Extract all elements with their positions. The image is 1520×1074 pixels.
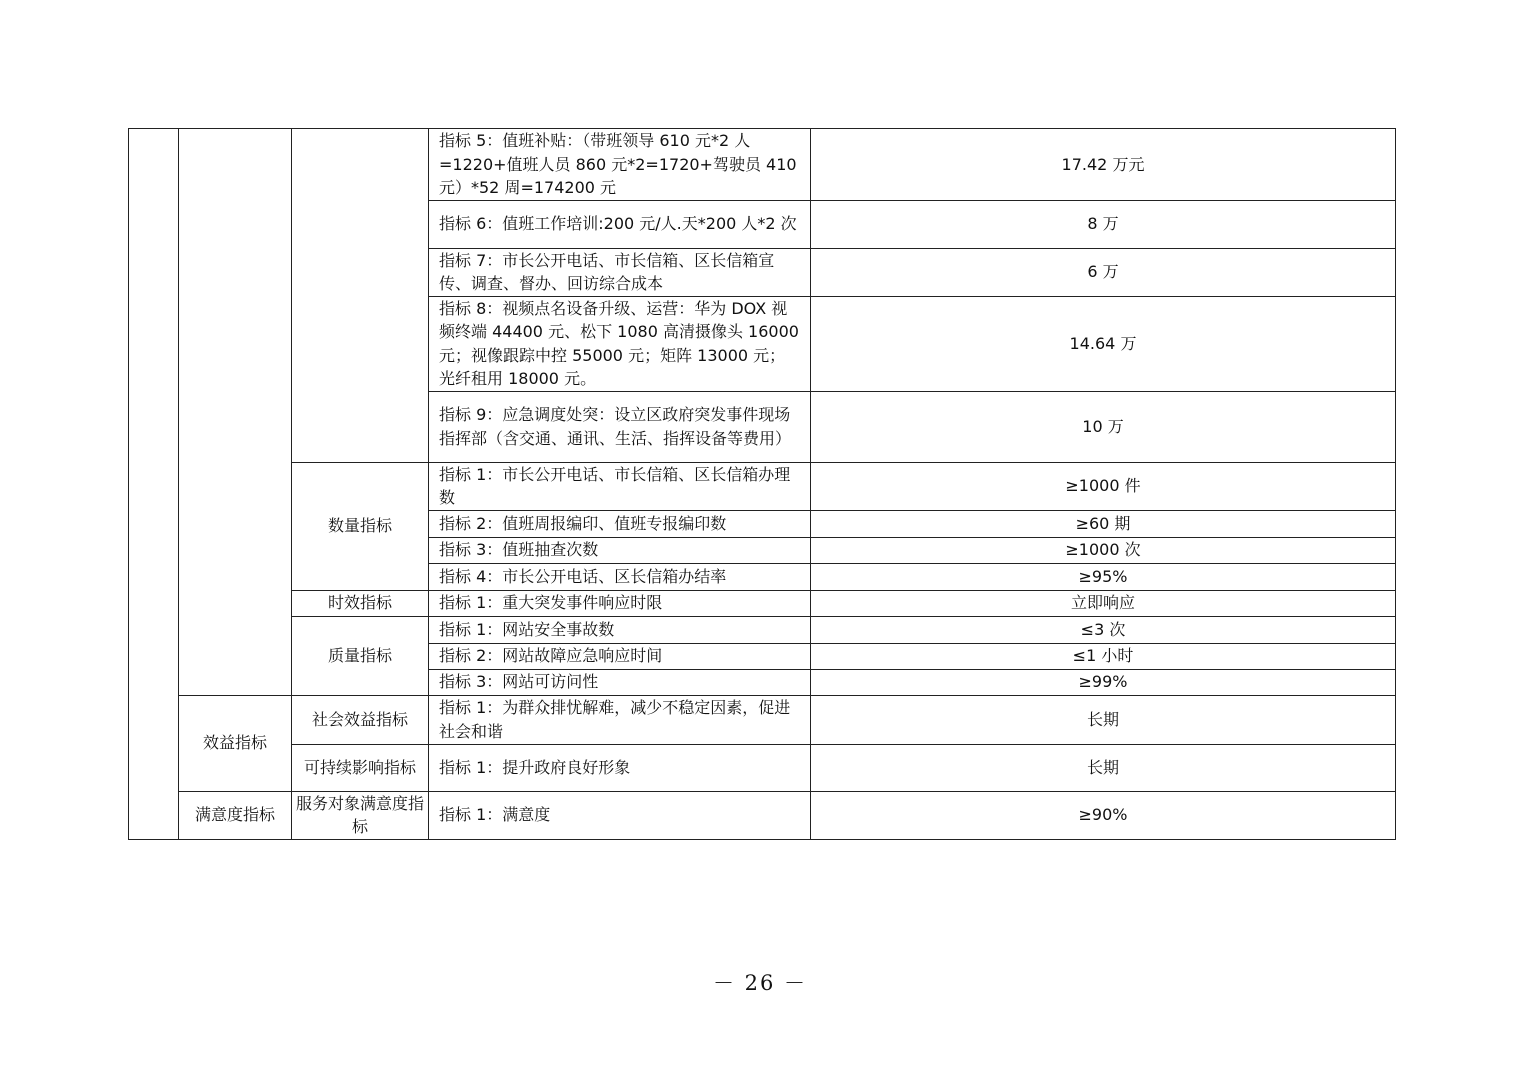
value-cell: 长期	[811, 695, 1396, 744]
category-benefit: 效益指标	[179, 695, 292, 791]
value-cell: ≤3 次	[811, 616, 1396, 643]
value-cell: 17.42 万元	[811, 129, 1396, 201]
metric-cell: 指标 1：重大突发事件响应时限	[429, 590, 811, 616]
metric-cell: 指标 1：提升政府良好形象	[429, 744, 811, 791]
value-cell: ≥60 期	[811, 510, 1396, 537]
metric-cell: 指标 9：应急调度处突：设立区政府突发事件现场指挥部（含交通、通讯、生活、指挥设备等费用）	[429, 391, 811, 462]
level1-blank-cell	[129, 129, 179, 840]
value-cell: 14.64 万	[811, 296, 1396, 391]
metric-cell: 指标 3：值班抽查次数	[429, 537, 811, 563]
value-cell: ≥95%	[811, 563, 1396, 590]
category-sustainable-impact: 可持续影响指标	[292, 744, 429, 791]
value-cell: 10 万	[811, 391, 1396, 462]
category-quality: 质量指标	[292, 616, 429, 695]
value-cell: ≥1000 件	[811, 462, 1396, 510]
metric-cell: 指标 2：网站故障应急响应时间	[429, 643, 811, 669]
table-row	[129, 462, 1396, 510]
category-quantity: 数量指标	[292, 462, 429, 590]
category-timeliness: 时效指标	[292, 590, 429, 616]
table-row	[129, 695, 1396, 744]
metric-cell: 指标 7：市长公开电话、市长信箱、区长信箱宣传、调查、督办、回访综合成本	[429, 248, 811, 296]
metric-cell: 指标 5：值班补贴：（带班领导 610 元*2 人=1220+值班人员 860 元*2=1720+驾驶员 410 元）*52 周=174200 元	[429, 129, 811, 201]
category-service-satisfaction: 服务对象满意度指标	[292, 791, 429, 839]
metric-cell: 指标 1：网站安全事故数	[429, 616, 811, 643]
value-cell: ≥90%	[811, 791, 1396, 839]
category-satisfaction: 满意度指标	[179, 791, 292, 839]
value-cell: 8 万	[811, 200, 1396, 248]
value-cell: 6 万	[811, 248, 1396, 296]
indicator-table	[128, 128, 1396, 840]
table-row	[129, 791, 1396, 839]
metric-cell: 指标 1：市长公开电话、市长信箱、区长信箱办理数	[429, 462, 811, 510]
value-cell: 长期	[811, 744, 1396, 791]
metric-cell: 指标 3：网站可访问性	[429, 669, 811, 695]
table-row	[129, 590, 1396, 616]
category-social-benefit: 社会效益指标	[292, 695, 429, 744]
level2-blank-cell	[179, 129, 292, 696]
table-row	[129, 616, 1396, 643]
value-cell: ≥1000 次	[811, 537, 1396, 563]
table-row	[129, 744, 1396, 791]
page-number: － 26 －	[712, 971, 808, 995]
level3-blank-cell	[292, 129, 429, 463]
value-cell: 立即响应	[811, 590, 1396, 616]
table-row	[129, 129, 1396, 201]
metric-cell: 指标 4：市长公开电话、区长信箱办结率	[429, 563, 811, 590]
metric-cell: 指标 2：值班周报编印、值班专报编印数	[429, 510, 811, 537]
metric-cell: 指标 1：满意度	[429, 791, 811, 839]
metric-cell: 指标 6：值班工作培训:200 元/人.天*200 人*2 次	[429, 200, 811, 248]
value-cell: ≤1 小时	[811, 643, 1396, 669]
metric-cell: 指标 8：视频点名设备升级、运营：华为 DOX 视频终端 44400 元、松下 1080 高清摄像头 16000 元；视像跟踪中控 55000 元；矩阵 13000 元；光纤租用 18000 元。	[429, 296, 811, 391]
metric-cell: 指标 1：为群众排忧解难，减少不稳定因素，促进社会和谐	[429, 695, 811, 744]
value-cell: ≥99%	[811, 669, 1396, 695]
